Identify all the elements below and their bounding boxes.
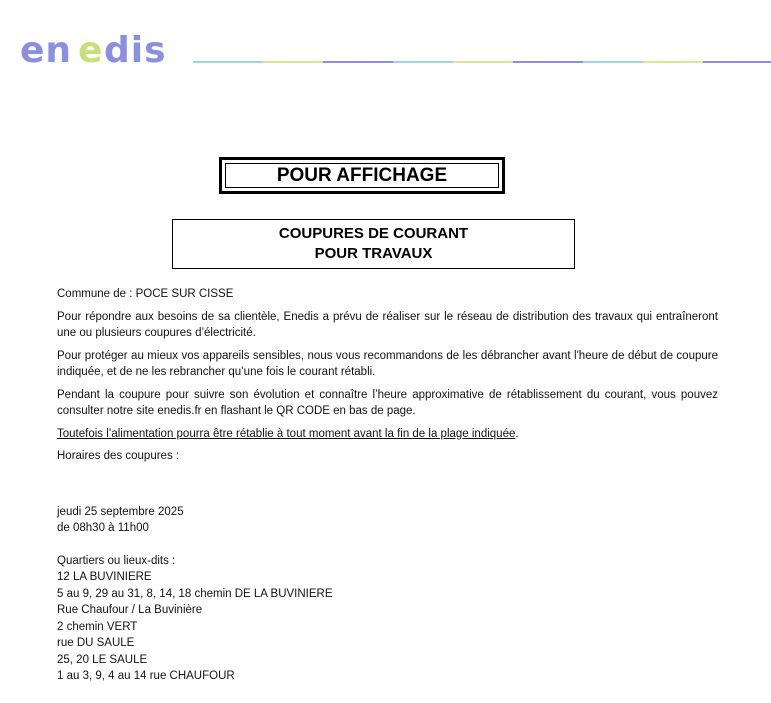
schedule-date: jeudi 25 septembre 2025 xyxy=(57,505,184,518)
logo-letters-en: en xyxy=(20,30,73,68)
location-item: rue DU SAULE xyxy=(57,637,135,649)
schedule-label: Horaires des coupures : xyxy=(57,450,180,462)
logo-letter-e: e xyxy=(78,30,104,68)
paragraph-protect: Pour protéger au mieux vos appareils sensibles, nous vous recommandons de les débrancher avant l'heure de début de coupure indiquée, et de ne les rebrancher qu’une fois le courant rétabli. xyxy=(57,349,718,378)
enedis-logo-graphic xyxy=(20,26,188,68)
location-item: 2 chemin VERT xyxy=(57,620,138,633)
location-item: 1 au 3, 9, 4 au 14 rue CHAUFOUR xyxy=(57,670,235,682)
subtitle-line-1: COUPURES DE COURANT xyxy=(278,225,469,242)
location-item: 12 LA BUVINIERE xyxy=(57,571,152,583)
location-item: 5 au 9, 29 au 31, 8, 14, 18 chemin DE LA BUVINIERE xyxy=(57,587,333,600)
schedule-hours: de 08h30 à 11h00 xyxy=(57,522,149,534)
warning-text: Toutefois l’alimentation pourra être rétablie à tout moment avant la fin de la plage indiquée xyxy=(57,427,516,440)
paragraph-intro: Pour répondre aux besoins de sa clientèle, Enedis a prévu de réaliser sur le réseau de distribution des travaux qui entraîneront une ou plusieurs coupures d’électricité. xyxy=(57,310,718,339)
locations-label: Quartiers ou lieux-dits : xyxy=(57,554,176,567)
subtitle-box xyxy=(172,219,575,269)
spacer xyxy=(57,537,718,553)
notice-body xyxy=(57,286,718,685)
warning-period: . xyxy=(515,427,519,440)
commune-line: Commune de : POCE SUR CISSE xyxy=(57,288,234,300)
title-box xyxy=(219,157,505,194)
enedis-logo xyxy=(20,26,188,68)
warning-line xyxy=(57,426,718,443)
paragraph-followup: Pendant la coupure pour suivre son évolution et connaître l’heure approximative de rétablissement du courant, vous pouvez consulter notre site enedis.fr en flashant le QR CODE en bas de page. xyxy=(57,388,718,417)
page-title: POUR AFFICHAGE xyxy=(225,163,499,188)
subtitle-line-2: POUR TRAVAUX xyxy=(314,245,433,262)
page-header xyxy=(0,0,771,80)
location-item: 25, 20 LE SAULE xyxy=(57,653,148,666)
spacer xyxy=(57,471,718,504)
logo-letters-dis: dis xyxy=(104,30,167,68)
header-decorative-line xyxy=(193,61,771,63)
location-item: Rue Chaufour / La Buvinière xyxy=(57,604,203,616)
